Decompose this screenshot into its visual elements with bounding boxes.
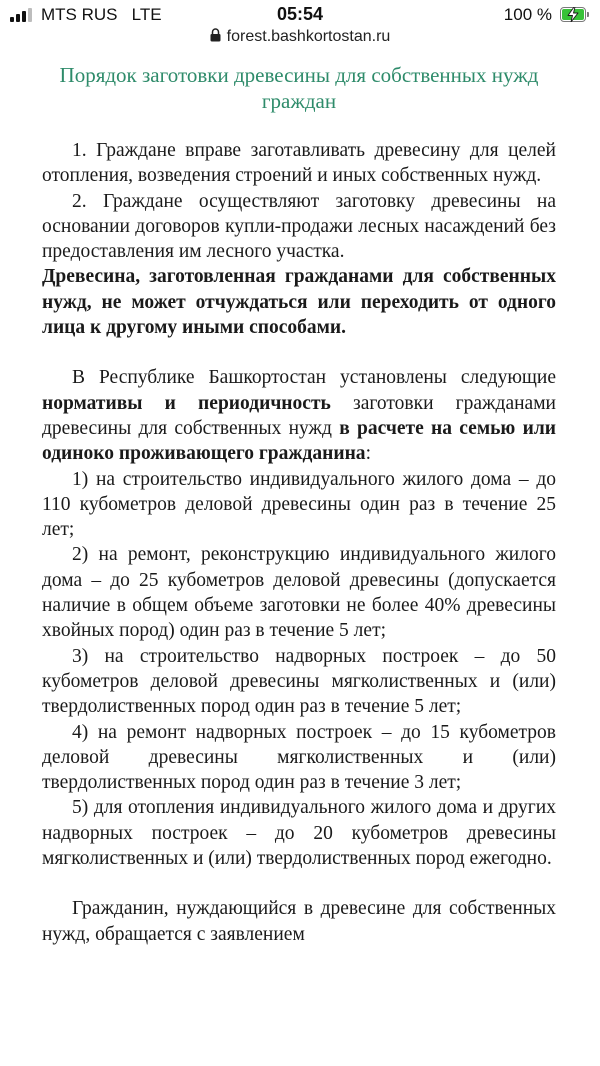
lock-icon — [210, 28, 221, 42]
norm-item-5: 5) для отопления индивидуального жилого дома и других надворных построек – до 20 кубометров древесины мягколиственных и (или) твердолиственных пород ежегодно. — [42, 797, 556, 870]
charging-bolt-icon — [566, 7, 580, 22]
url-text: forest.bashkortostan.ru — [226, 28, 391, 45]
address-bar[interactable] — [0, 28, 600, 50]
norms-intro-text-1: В Республике Башкортостан установлены следующие — [72, 367, 556, 389]
article-content — [42, 62, 556, 947]
norm-item-2: 2) на ремонт, реконструкцию индивидуального жилого дома – до 25 кубометров деловой древесины (допускается наличие в общем объеме заготовки не более 40% древесины хвойных пород) один раз в течение 5 лет; — [42, 544, 556, 642]
closing-paragraph: Гражданин, нуждающийся в древесине для собственных нужд, обращается с заявлением — [42, 898, 556, 945]
restriction-paragraph: Древесина, заготовленная гражданами для собственных нужд, не может отчуждаться или переходить от одного лица к другому иными способами. — [42, 266, 556, 339]
paragraph-item-2: 2. Граждане осуществляют заготовку древесины на основании договоров купли-продажи лесных насаждений без предоставления им лесного участка. — [42, 190, 556, 263]
norms-intro-text-2: заготовки гражданами древесины для собственных нужд — [42, 392, 556, 439]
page-title: Порядок заготовки древесины для собственных нужд граждан — [59, 63, 539, 113]
norm-item-1: 1) на строительство индивидуального жилого дома – до 110 кубометров деловой древесины один раз в течение 25 лет; — [42, 468, 556, 541]
status-bar — [0, 0, 600, 30]
network-type: LTE — [131, 5, 162, 24]
norm-item-4: 4) на ремонт надворных построек – до 15 кубометров деловой древесины мягколиственных и (или) твердолиственных пород один раз в течение 3 лет; — [42, 721, 556, 794]
norm-item-3: 3) на строительство надворных построек – до 50 кубометров деловой древесины мягколиственных и (или) твердолиственных пород один раз в течение 5 лет; — [42, 645, 556, 718]
spacer — [42, 871, 556, 896]
norms-intro-bold-2: в расчете на семью или одиноко проживающего гражданина — [42, 417, 557, 465]
norms-intro-paragraph — [42, 365, 556, 466]
spacer — [42, 340, 556, 365]
paragraph-item-1: 1. Граждане вправе заготавливать древесину для целей отопления, возведения строений и иных собственных нужд. — [42, 140, 556, 187]
battery-percent: 100 % — [503, 5, 552, 24]
norms-intro-bold-1: нормативы и периодичность — [42, 392, 331, 414]
carrier-name: MTS RUS — [41, 5, 118, 24]
norms-intro-text-3: : — [365, 443, 371, 465]
battery-charging-icon — [560, 7, 590, 22]
status-time: 05:54 — [276, 4, 324, 24]
